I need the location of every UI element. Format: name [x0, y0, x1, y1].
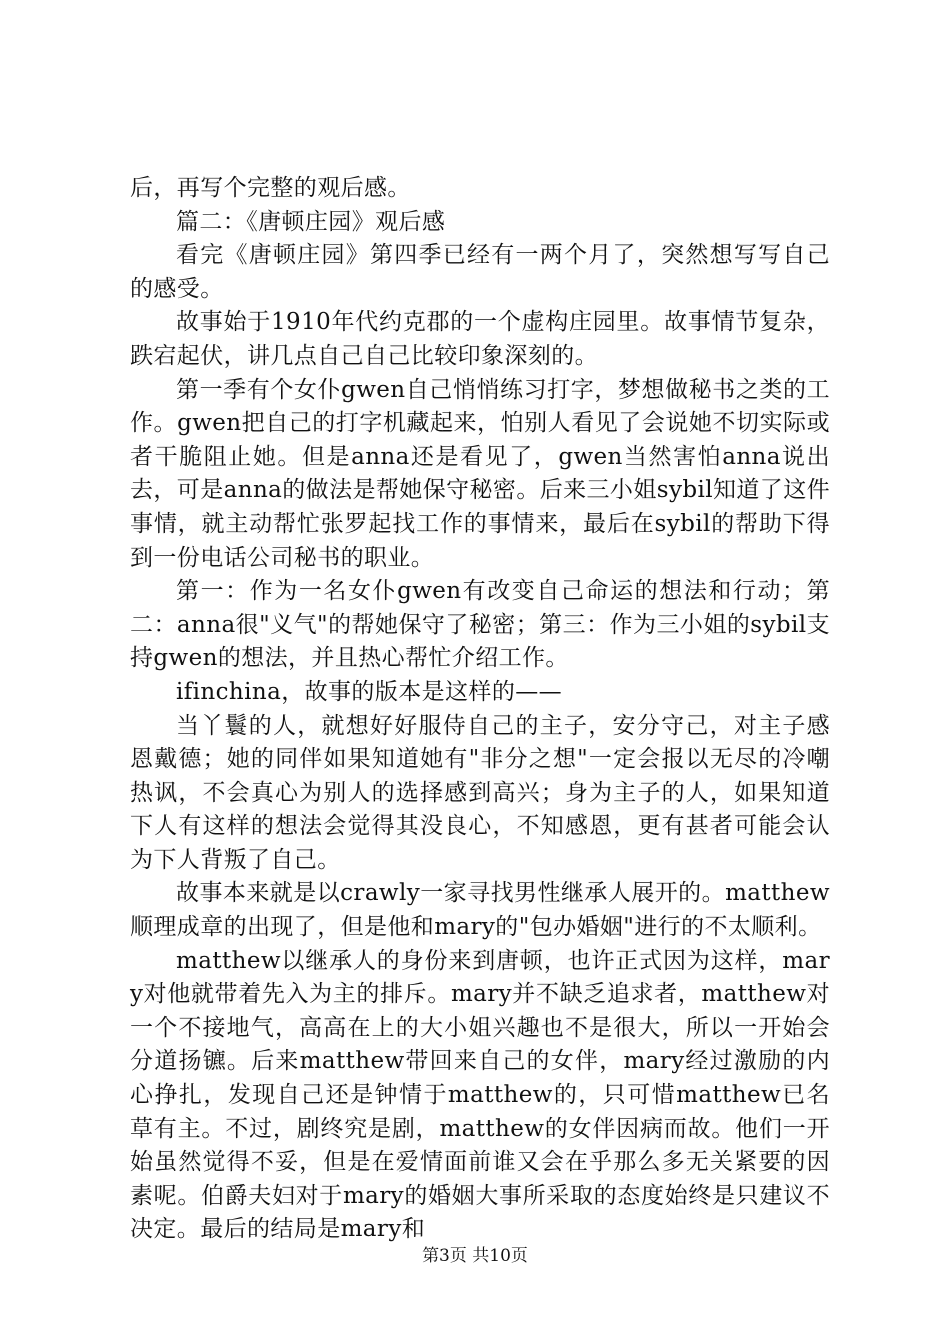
paragraph-3: 看完《唐顿庄园》第四季已经有一两个月了，突然想写写自己的感受。: [130, 242, 830, 302]
paragraph-1: 后，再写个完整的观后感。: [130, 175, 411, 201]
body-text: [130, 172, 830, 1247]
paragraph-10: matthew以继承人的身份来到唐顿，也许正式因为这样，mary对他就带着先入为主的排斥。mary并不缺乏追求者，matthew对一个不接地气，高高在上的大小姐兴趣也不是很大，所以一开始会分道扬镳。后来matthew带回来自己的女伴，mary经过激励的内心挣扎，发现自己还是钟情于matthew的，只可惜matthew已名草有主。不过，剧终究是剧，matthew的女伴因病而故。他们一开始虽然觉得不妥，但是在爱情面前谁又会在乎那么多无关紧要的因素呢。伯爵夫妇对于mary的婚姻大事所采取的态度始终是只建议不决定。最后的结局是mary和: [130, 947, 830, 1243]
page-number: 第3页 共10页: [422, 1246, 528, 1266]
paragraph-5: 第一季有个女仆gwen自己悄悄练习打字，梦想做秘书之类的工作。gwen把自己的打字机藏起来，怕别人看见了会说她不切实际或者干脆阻止她。但是anna还是看见了，gwen当然害怕anna说出去，可是anna的做法是帮她保守秘密。后来三小姐sybil知道了这件事情，就主动帮忙张罗起找工作的事情来，最后在sybil的帮助下得到一份电话公司秘书的职业。: [130, 376, 830, 571]
paragraph-4: 故事始于1910年代约克郡的一个虚构庄园里。故事情节复杂，跌宕起伏，讲几点自己自己比较印象深刻的。: [130, 309, 830, 369]
paragraph-6: 第一：作为一名女仆gwen有改变自己命运的想法和行动；第二：anna很"义气"的帮她保守了秘密；第三：作为三小姐的sybil支持gwen的想法，并且热心帮忙介绍工作。: [130, 578, 830, 672]
paragraph-7: ifinchina，故事的版本是这样的——: [176, 678, 563, 705]
paragraph-9: 故事本来就是以crawly一家寻找男性继承人展开的。matthew顺理成章的出现了，但是他和mary的"包办婚姻"进行的不太顺利。: [130, 880, 830, 941]
paragraph-8: 当丫鬟的人，就想好好服侍自己的主子，安分守己，对主子感恩戴德；她的同伴如果知道她有"非分之想"一定会报以无尽的冷嘲热讽，不会真心为别人的选择感到高兴；身为主子的人，如果知道下人有这样的想法会觉得其没良心，不知感恩，更有甚者可能会认为下人背叛了自己。: [130, 712, 830, 873]
section-heading: 篇二：《唐顿庄园》观后感: [176, 208, 446, 235]
